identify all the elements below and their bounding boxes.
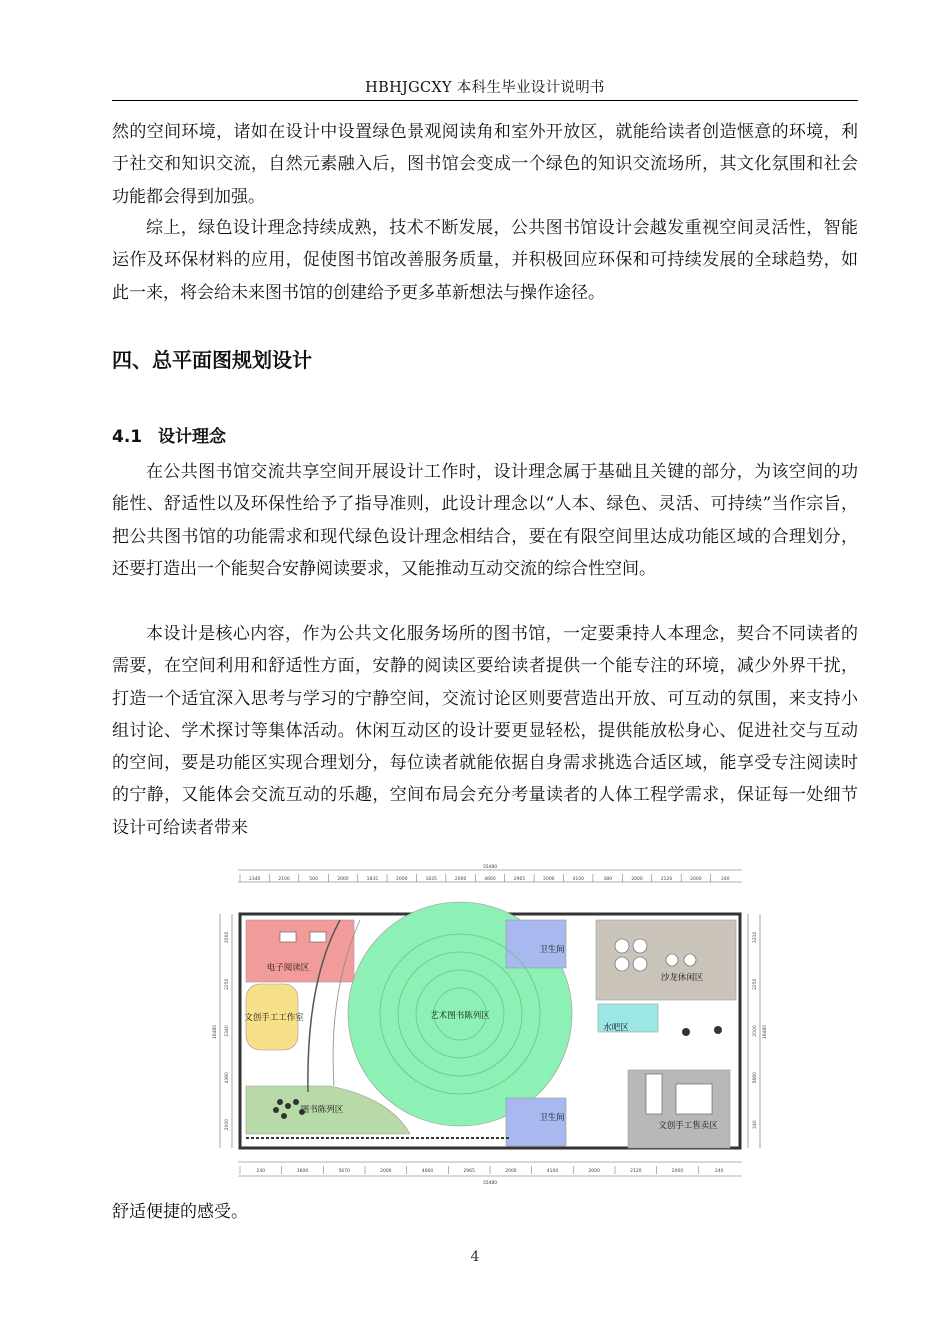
subsection-title: 设计理念 xyxy=(158,427,226,447)
dim-top: 2000 xyxy=(690,877,702,882)
paragraph-1: 然的空间环境，诸如在设计中设置绿色景观阅读角和室外开放区，就能给读者创造惬意的环境，利于社交和知识交流，自然元素融入后，图书馆会变成一个绿色的知识交流场所，其文化氛围和社会功能都会得到加强。 xyxy=(112,122,858,207)
dim-bottom: 4660 xyxy=(421,1169,434,1174)
subsection-heading xyxy=(112,422,226,447)
label-water-bar: 水吧区 xyxy=(603,1023,629,1033)
dim-top: 4100 xyxy=(572,877,584,882)
label-art-display: 艺术图书陈列区 xyxy=(430,1011,490,1021)
dim-bottom: 2000 xyxy=(380,1169,392,1174)
dim-top: 4660 xyxy=(484,877,496,882)
dim-top: 2000 xyxy=(396,877,408,882)
dim-left: 2000 xyxy=(225,931,230,944)
dims-left-col xyxy=(224,932,230,1131)
dim-top: 380 xyxy=(603,877,612,882)
label-craft-shop: 文创手工售卖区 xyxy=(658,1121,718,1131)
dim-top: 2120 xyxy=(660,877,673,882)
dim-top: 1835 xyxy=(366,877,379,882)
dim-total-height-right: 16480 xyxy=(763,1024,768,1040)
dim-left: 2000 xyxy=(225,1118,230,1131)
dim-bottom: 2000 xyxy=(505,1169,517,1174)
dim-bottom: 3600 xyxy=(296,1169,309,1174)
dim-top: 2340 xyxy=(248,877,261,882)
dim-total-height-left: 16480 xyxy=(213,1024,218,1040)
dims-right-col xyxy=(752,932,758,1129)
paragraph-5: 舒适便捷的感受。 xyxy=(112,1202,248,1222)
paragraph-4: 本设计是核心内容，作为公共文化服务场所的图书馆，一定要秉持人本理念，契合不同读者的需要，在空间利用和舒适性方面，安静的阅读区要给读者提供一个能专注的环境，减少外界干扰，打造一个适宜深入思考与学习的宁静空间，交流讨论区则要营造出开放、可互动的氛围，来支持小组讨论、学术探讨等集体活动。休闲互动区的设计要更显轻松，提供能放松身心、促进社交与互动的空间，要是功能区实现合理划分，每位读者就能依据自身需求挑选合适区域，能享受专注阅读时的宁静，又能体会交流互动的乐趣，空间布局会充分考量读者的人体工程学需求，保证每一处细节设计可给读者带来 xyxy=(112,624,858,838)
dim-bottom: 2120 xyxy=(630,1169,642,1174)
dim-bottom: 2965 xyxy=(463,1169,475,1174)
label-wc-bottom: 卫生间 xyxy=(539,1113,565,1123)
dim-bottom: 2000 xyxy=(588,1169,600,1174)
dim-total-width-top: 35480 xyxy=(482,865,498,870)
dim-top: 2100 xyxy=(278,877,290,882)
dims-top-row xyxy=(240,874,730,882)
label-book-display: 图书陈列区 xyxy=(300,1105,344,1115)
paragraph-3: 在公共图书馆交流共享空间开展设计工作时，设计理念属于基础且关键的部分，为该空间的功能性、舒适性以及环保性给予了指导准则，此设计理念以“人本、绿色、灵活、可持续”当作宗旨，把公共图书馆的功能需求和现代绿色设计理念相结合，要在有限空间里达成功能区域的合理划分，还要打造出一个能契合安静阅读要求，又能推动互动交流的综合性空间。 xyxy=(112,462,858,579)
dim-top: 2965 xyxy=(513,877,526,882)
floor-plan-figure xyxy=(210,862,770,1194)
label-e-reading: 电子阅读区 xyxy=(266,963,310,973)
dim-bottom: 240 xyxy=(714,1169,724,1174)
dim-right: 2250 xyxy=(753,978,758,990)
dim-bottom: 240 xyxy=(256,1169,266,1174)
dim-top: 500 xyxy=(309,877,318,882)
dim-left: 4360 xyxy=(225,1072,230,1084)
dim-bottom: 4100 xyxy=(546,1169,559,1174)
dim-right: 240 xyxy=(753,1120,758,1129)
dim-top: 2000 xyxy=(543,877,555,882)
dim-top: 240 xyxy=(720,877,730,882)
dim-right: 2000 xyxy=(753,1025,758,1037)
dims-bottom-row xyxy=(240,1166,724,1174)
label-wc-top: 卫生间 xyxy=(539,945,565,955)
dim-left: 2250 xyxy=(225,978,230,990)
dim-right: 3310 xyxy=(753,931,758,944)
dim-top: 2000 xyxy=(454,877,467,882)
dim-bottom: 2000 xyxy=(671,1169,684,1174)
header-rule xyxy=(112,100,858,101)
floor-plan-drawing xyxy=(210,862,770,1194)
dim-top: 2000 xyxy=(631,877,643,882)
subsection-number: 4.1 xyxy=(112,427,143,447)
page-number: 4 xyxy=(470,1249,480,1265)
dim-top: 1835 xyxy=(425,877,437,882)
section-heading: 四、总平面图规划设计 xyxy=(112,348,312,372)
label-studio: 文创手工工作室 xyxy=(244,1013,304,1023)
label-salon: 沙龙休闲区 xyxy=(660,973,704,983)
dim-bottom: 5670 xyxy=(338,1169,350,1174)
dim-top: 2000 xyxy=(337,877,349,882)
dim-left: 2340 xyxy=(225,1025,230,1037)
paragraph-2: 综上，绿色设计理念持续成熟，技术不断发展，公共图书馆设计会越发重视空间灵活性，智能运作及环保材料的应用，促使图书馆改善服务质量，并积极回应环保和可持续发展的全球趋势，如此一来，将会给未来图书馆的创建给予更多革新想法与操作途径。 xyxy=(112,218,858,303)
dim-total-width-bottom: 35480 xyxy=(482,1181,498,1186)
running-header: HBHJGCXY 本科生毕业设计说明书 xyxy=(365,80,605,96)
zone-wc-top xyxy=(506,920,566,968)
dim-right: 5660 xyxy=(753,1072,758,1084)
